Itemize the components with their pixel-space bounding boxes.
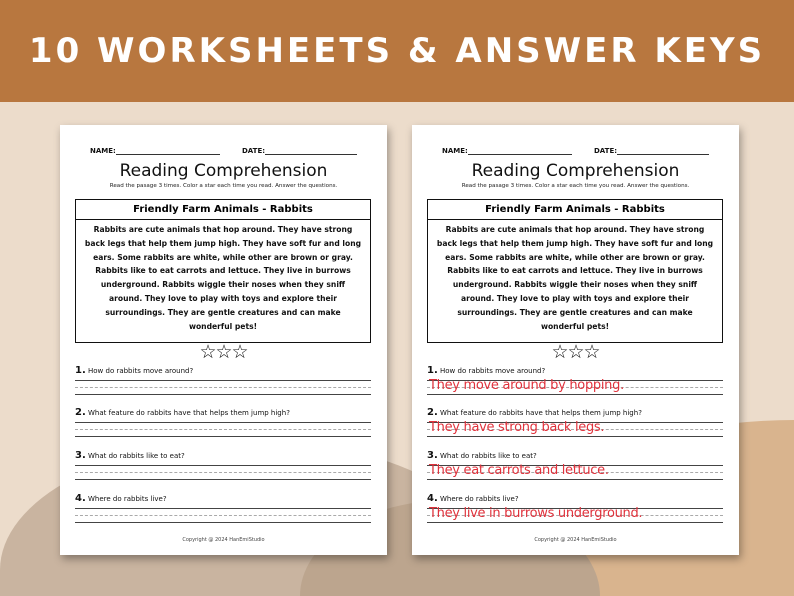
passage-text: Rabbits are cute animals that hop around. They have strong back legs that help them jump high. They have soft fur and long ears. Some rabbits are white, while other are brown or gray. Rabbits like to eat carrots and lettuce. They live in burrows underground. Rabbits wiggle their noses when they sniff around. They love to play with toys and explore their surroundings. They are gentle creatures and can make wonderful pets! xyxy=(436,225,714,331)
answer-guide-line xyxy=(75,515,371,516)
answer-line xyxy=(427,479,723,480)
question-number: 2. xyxy=(75,407,86,418)
question-text xyxy=(75,493,371,504)
answer-line xyxy=(427,436,723,437)
answer-line[interactable] xyxy=(75,508,371,509)
question-text xyxy=(427,365,723,376)
instructions: Read the pasage 3 times. Color a star each time you read. Answer the questions. xyxy=(109,183,338,189)
question-number: 1. xyxy=(75,365,86,376)
question-label: What do rabbits like to eat? xyxy=(440,452,537,460)
name-line xyxy=(116,154,220,155)
copyright: Copyright @ 2024 HanEmiStudio xyxy=(182,537,265,543)
question-2 xyxy=(427,407,723,447)
date-label: DATE: xyxy=(594,147,618,155)
answer-line[interactable] xyxy=(75,465,371,466)
answer-guide-line xyxy=(75,472,371,473)
name-label: NAME: xyxy=(442,147,468,155)
banner xyxy=(0,0,794,102)
question-4 xyxy=(427,493,723,533)
question-2 xyxy=(75,407,371,447)
question-3 xyxy=(427,450,723,490)
worksheet-title: Reading Comprehension xyxy=(119,161,328,181)
star-icons: ☆☆☆ xyxy=(551,341,600,363)
question-text xyxy=(75,450,371,461)
question-number: 4. xyxy=(427,493,438,504)
name-label: NAME: xyxy=(90,147,116,155)
answer-guide-line xyxy=(75,429,371,430)
question-3 xyxy=(75,450,371,490)
answer-line[interactable] xyxy=(75,436,371,437)
question-text xyxy=(427,493,723,504)
passage-box xyxy=(75,199,371,343)
question-number: 3. xyxy=(427,450,438,461)
question-text xyxy=(75,407,371,418)
answer-line xyxy=(427,522,723,523)
answer-guide-line xyxy=(75,387,371,388)
question-number: 4. xyxy=(75,493,86,504)
name-line xyxy=(468,154,572,155)
banner-title: 10 WORKSHEETS & ANSWER KEYS xyxy=(28,31,766,71)
question-text xyxy=(427,407,723,418)
question-label: What feature do rabbits have that helps them jump high? xyxy=(440,409,642,417)
passage-title: Friendly Farm Animals - Rabbits xyxy=(76,200,370,220)
worksheet-title: Reading Comprehension xyxy=(471,161,680,181)
name-field xyxy=(90,147,220,155)
answer-line[interactable] xyxy=(75,380,371,381)
question-1 xyxy=(427,365,723,405)
date-line xyxy=(617,154,709,155)
question-label: Where do rabbits live? xyxy=(88,495,167,503)
question-4 xyxy=(75,493,371,533)
date-label: DATE: xyxy=(242,147,266,155)
passage-text: Rabbits are cute animals that hop around. They have strong back legs that help them jump high. They have soft fur and long ears. Some rabbits are white, while other are brown or gray. Rabbits like to eat carrots and lettuce. They live in burrows underground. Rabbits wiggle their noses when they sniff around. They love to play with toys and explore their surroundings. They are gentle creatures and can make wonderful pets! xyxy=(84,225,362,331)
passage-box xyxy=(427,199,723,343)
answer-text: They move around by hopping. xyxy=(429,378,624,393)
question-text xyxy=(75,365,371,376)
question-1 xyxy=(75,365,371,405)
passage-title: Friendly Farm Animals - Rabbits xyxy=(428,200,722,220)
date-line xyxy=(265,154,357,155)
name-field xyxy=(442,147,572,155)
answer-text: They live in burrows underground. xyxy=(429,506,643,521)
question-label: How do rabbits move around? xyxy=(88,367,194,375)
question-label: What feature do rabbits have that helps them jump high? xyxy=(88,409,290,417)
question-label: How do rabbits move around? xyxy=(440,367,546,375)
answer-line[interactable] xyxy=(75,394,371,395)
answer-key-page xyxy=(412,125,739,555)
answer-line xyxy=(427,394,723,395)
question-number: 2. xyxy=(427,407,438,418)
copyright: Copyright @ 2024 HanEmiStudio xyxy=(534,537,617,543)
date-field xyxy=(594,147,709,155)
date-field xyxy=(242,147,357,155)
question-text xyxy=(427,450,723,461)
worksheet-page xyxy=(60,125,387,555)
question-label: Where do rabbits live? xyxy=(440,495,519,503)
instructions: Read the pasage 3 times. Color a star each time you read. Answer the questions. xyxy=(461,183,690,189)
answer-line[interactable] xyxy=(75,479,371,480)
question-label: What do rabbits like to eat? xyxy=(88,452,185,460)
star-icons: ☆☆☆ xyxy=(199,341,248,363)
answer-text: They have strong back legs. xyxy=(429,420,605,435)
answer-line[interactable] xyxy=(75,422,371,423)
question-number: 3. xyxy=(75,450,86,461)
answer-line[interactable] xyxy=(75,522,371,523)
answer-text: They eat carrots and lettuce. xyxy=(429,463,609,478)
question-number: 1. xyxy=(427,365,438,376)
